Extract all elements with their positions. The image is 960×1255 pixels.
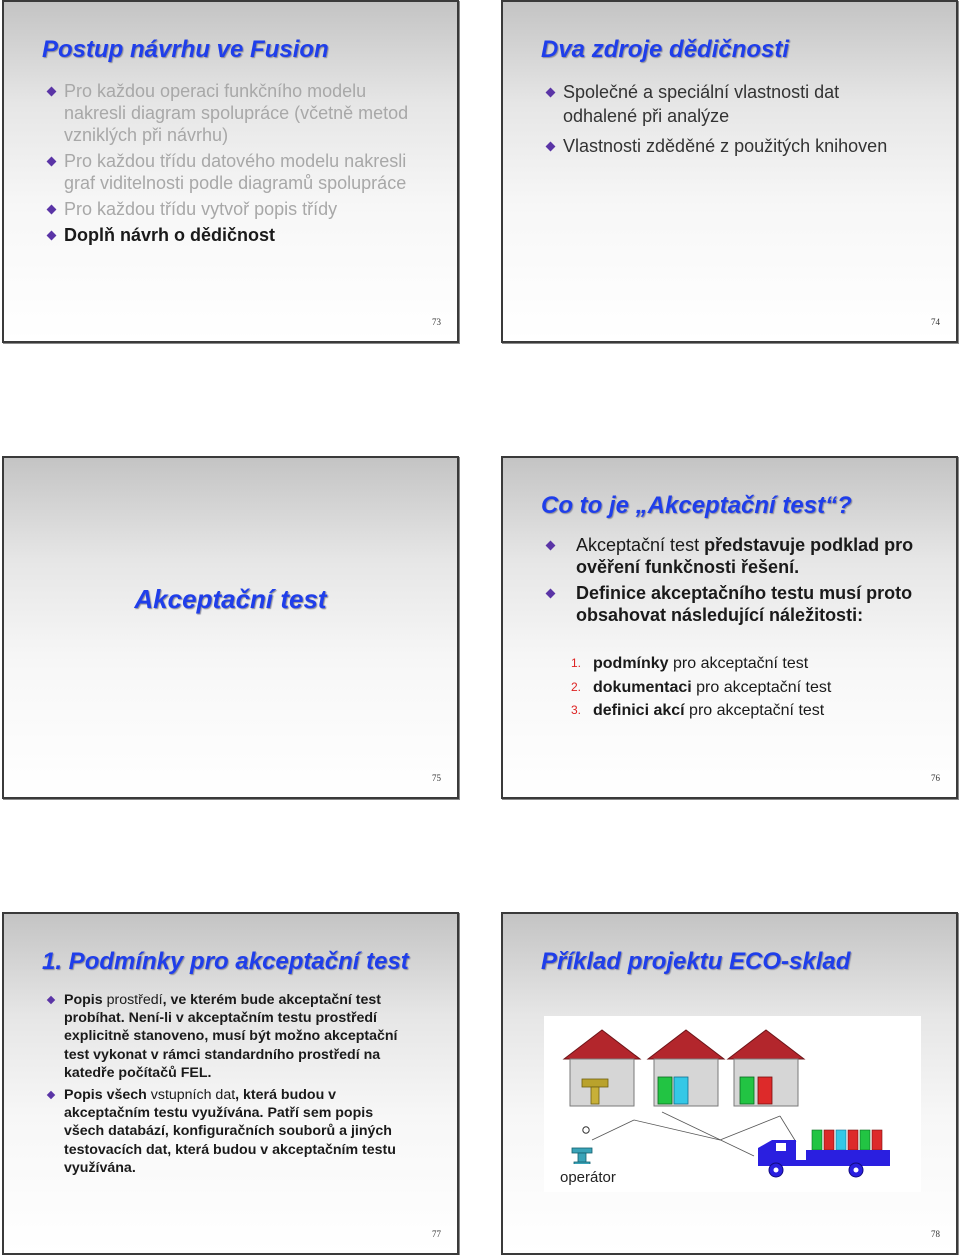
slide-title: Postup návrhu ve Fusion: [42, 36, 329, 63]
diamond-bullet-icon: [546, 541, 556, 551]
warehouse-1-icon: [564, 1030, 640, 1106]
list-item: Pro každou třídu vytvoř popis třídy: [46, 198, 416, 220]
warehouse-diagram: [544, 1016, 921, 1192]
truck-icon: [758, 1130, 890, 1177]
bullet-list: [46, 80, 416, 246]
slide-title: Akceptační test: [134, 584, 327, 614]
list-item: Akceptační test představuje podklad pro ověření funkčnosti řešení.: [545, 534, 925, 578]
page-number: 78: [931, 1229, 940, 1239]
list-item: Definice akceptačního testu musí proto obsahovat následující náležitosti:: [545, 582, 925, 626]
list-item: Popis všech vstupních dat, která budou v akceptačním testu využívána. Patří sem popis všech databází, konfiguračních souborů a jiných testovacích dat, která budou v akceptačním testu využívána.: [46, 1086, 416, 1177]
bullet-list: [545, 80, 915, 158]
bullet-list: [46, 991, 416, 1177]
diamond-bullet-icon: [47, 1091, 55, 1099]
slide-title: Příklad projektu ECO-sklad: [541, 948, 851, 975]
page-number: 77: [432, 1229, 441, 1239]
operator-icon: [572, 1127, 592, 1166]
slide-title: Co to je „Akceptační test“?: [541, 492, 852, 519]
warehouse-3-icon: [728, 1030, 804, 1106]
page-number: 74: [931, 317, 940, 327]
slide-78: [501, 912, 958, 1255]
warehouse-2-icon: [648, 1030, 724, 1106]
diamond-bullet-icon: [47, 205, 57, 215]
diamond-bullet-icon: [546, 88, 556, 98]
label-box: [740, 1184, 774, 1192]
page-number: 76: [931, 773, 940, 783]
numbered-list: [571, 652, 901, 723]
diamond-bullet-icon: [47, 996, 55, 1004]
bullet-list: [545, 534, 925, 632]
warehouse-illustration: [544, 1016, 921, 1192]
slide-73: [2, 0, 459, 343]
page-number: 75: [432, 773, 441, 783]
slide-77: [2, 912, 459, 1255]
slide-74: [501, 0, 958, 343]
list-item: Popis prostředí, ve kterém bude akceptační test probíhat. Není-li v akceptačním testu prostředí explicitně stanoveno, musí být možno akceptační test vykonat v rámci standardního prostředí na katedře počítačů FEL.: [46, 991, 416, 1082]
slide-76: [501, 456, 958, 799]
list-item: Vlastnosti zděděné z použitých knihoven: [545, 134, 915, 158]
list-item: Pro každou třídu datového modelu nakresli graf viditelnosti podle diagramů spolupráce: [46, 150, 416, 194]
slide-75: [2, 456, 459, 799]
list-item: 3. definici akcí pro akceptační test: [571, 702, 825, 719]
diamond-bullet-icon: [546, 142, 556, 152]
list-item: 1. podmínky pro akceptační test: [571, 655, 809, 672]
operator-label: operátor: [560, 1169, 616, 1186]
list-item: Společné a speciální vlastnosti dat odhalené při analýze: [545, 80, 915, 128]
diamond-bullet-icon: [546, 589, 556, 599]
diamond-bullet-icon: [47, 157, 57, 167]
slide-title: Dva zdroje dědičnosti: [541, 36, 790, 63]
list-item: Doplň návrh o dědičnost: [46, 224, 416, 246]
diamond-bullet-icon: [47, 231, 57, 241]
list-item: Pro každou operaci funkčního modelu nakresli diagram spolupráce (včetně metod vzniklých při návrhu): [46, 80, 416, 146]
page-number: 73: [432, 317, 441, 327]
list-item: 2. dokumentaci pro akceptační test: [571, 678, 832, 696]
slide-title: 1. Podmínky pro akceptační test: [42, 948, 409, 975]
diamond-bullet-icon: [47, 87, 57, 97]
